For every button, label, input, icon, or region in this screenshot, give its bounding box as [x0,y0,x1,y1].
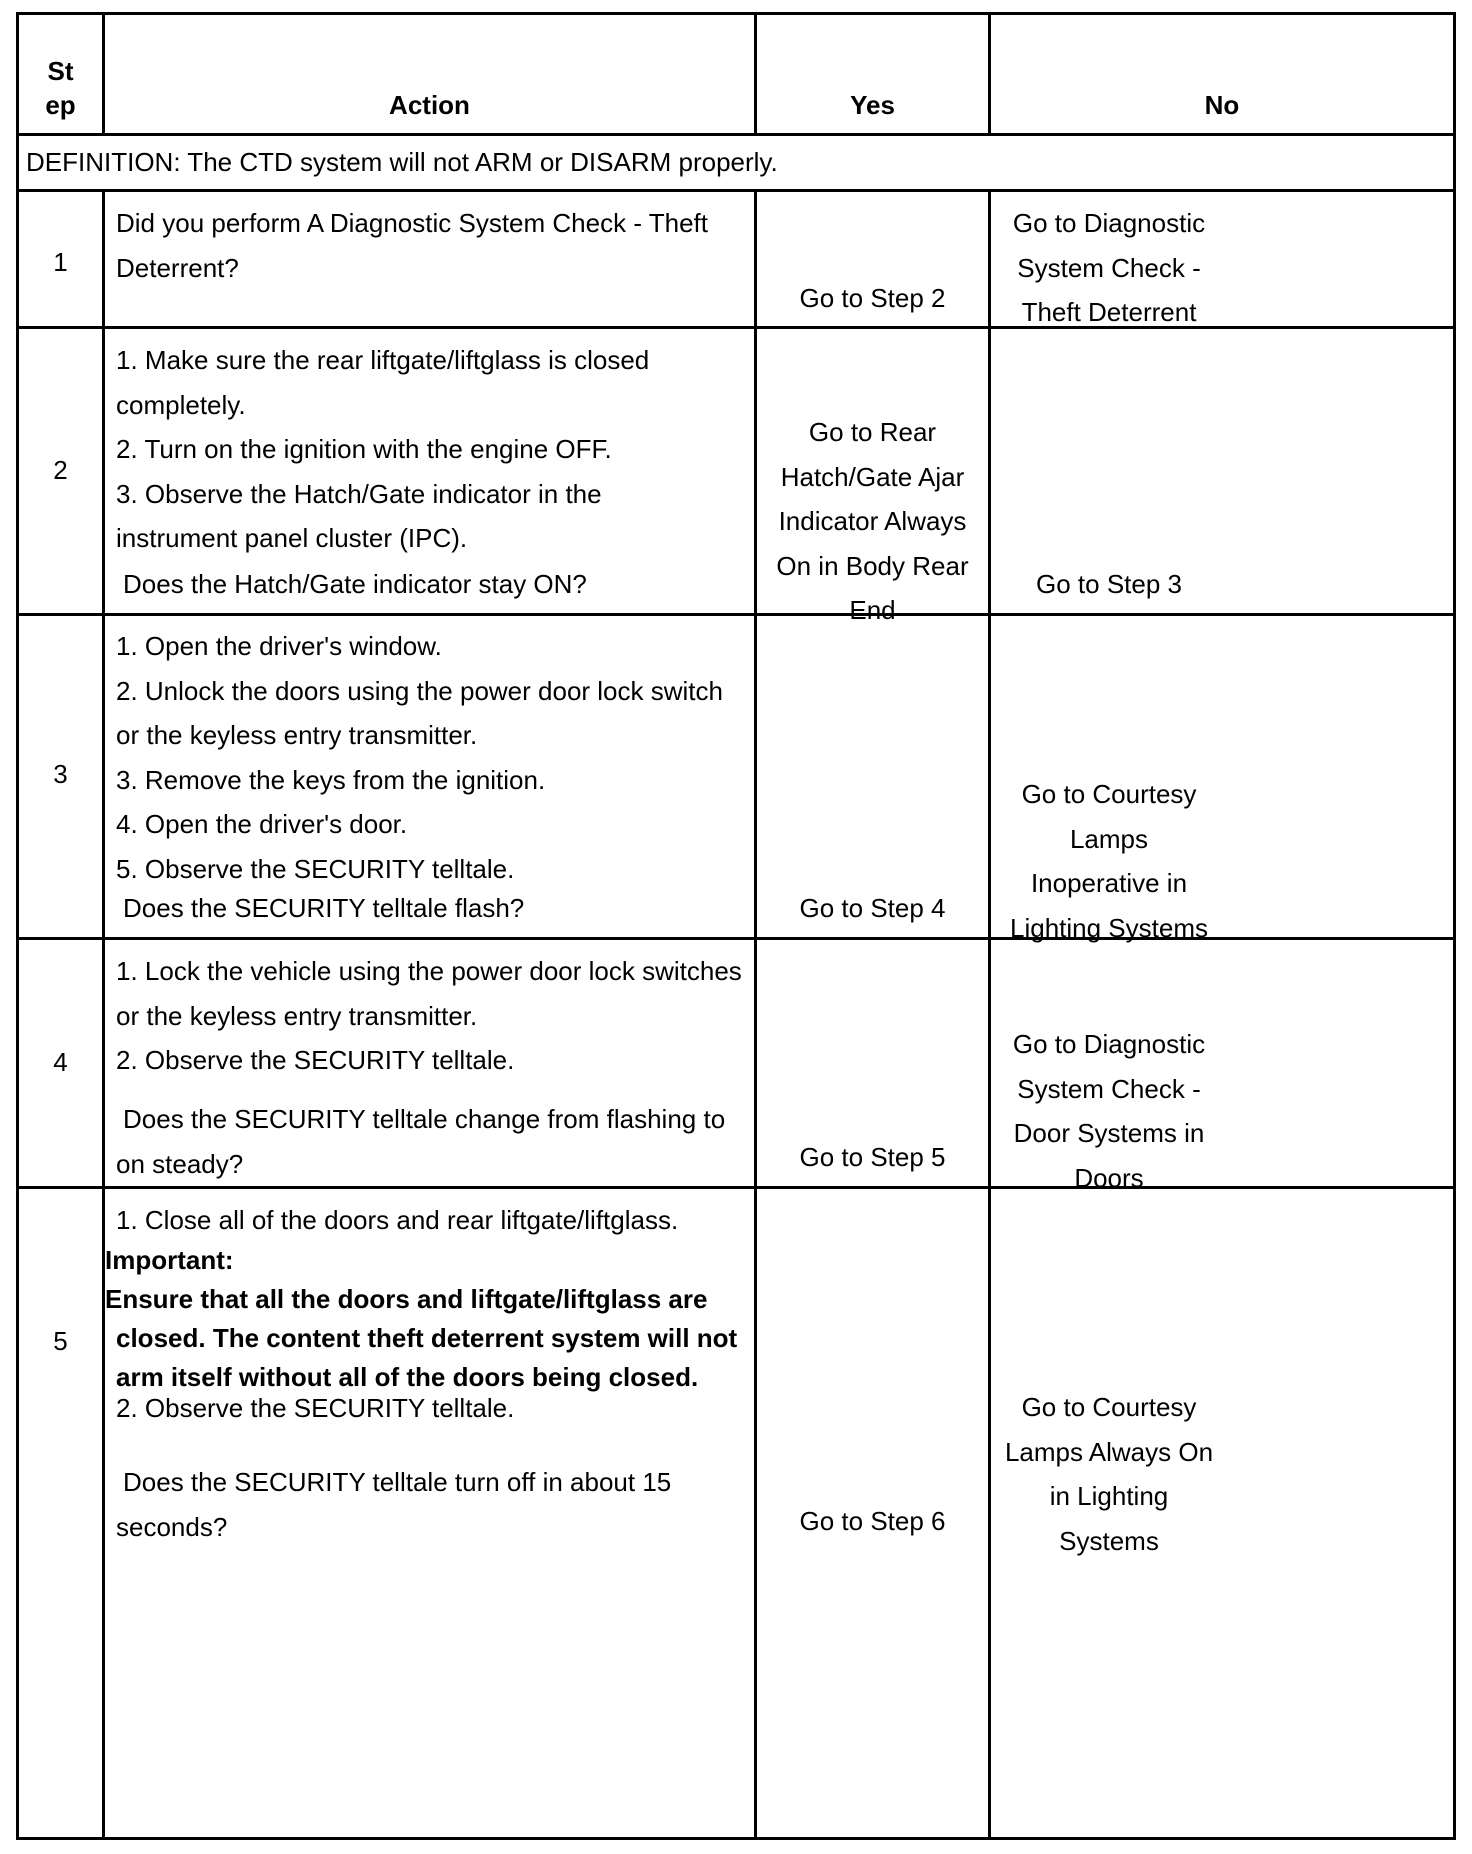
question-text [116,1460,671,1549]
action-line: 2. Observe the SECURITY telltale. [116,1045,515,1075]
no-line: System Check - [1017,252,1201,283]
action-line: 1. Make sure the rear liftgate/liftglass is closed [116,345,650,375]
question-text: Does the Hatch/Gate indicator stay ON? [123,569,587,599]
col-divider [988,189,991,1840]
yes-result: Go to Step 5 [799,1142,946,1172]
header-no: No [1204,90,1240,120]
yes-line: End [849,595,896,625]
header-step [16,54,105,122]
important-heading: Important: [105,1245,234,1275]
action-line: or the keyless entry transmitter. [116,1000,478,1031]
action-text: 1. Close all of the doors and rear liftgate/liftglass. [116,1205,679,1235]
header-step-line: ep [45,90,76,120]
no-line: Go to Courtesy [1021,1392,1197,1422]
question-text [116,1097,725,1186]
action-line: 3. Remove the keys from the ignition. [116,764,546,795]
definition-text: DEFINITION: The CTD system will not ARM or DISARM properly. [26,147,778,177]
header-yes: Yes [850,90,895,120]
row-divider [16,133,1456,136]
yes-line: On in Body Rear [776,550,969,581]
no-line: Theft Deterrent [1021,297,1197,327]
action-line: 5. Observe the SECURITY telltale. [116,853,515,884]
step-number: 2 [53,455,68,485]
yes-result: Go to Step 6 [799,1506,946,1536]
question-text: Does the SECURITY telltale flash? [123,893,525,923]
important-line: closed. The content theft deterrent system will not [116,1323,738,1353]
table-border-right [1453,12,1456,1840]
action-line: or the keyless entry transmitter. [116,720,478,750]
action-line: completely. [116,389,246,420]
no-line: Inoperative in [1030,868,1188,898]
action-line: Deterrent? [116,252,239,283]
no-line: in Lighting [1049,1481,1169,1511]
no-line: Lamps [1069,823,1149,854]
question-line: Does the SECURITY telltale turn off in about 15 [123,1467,672,1497]
row-divider [16,189,1456,192]
action-line: 1. Open the driver's window. [116,631,442,661]
action-text: 2. Observe the SECURITY telltale. [116,1393,515,1423]
action-line: 3. Observe the Hatch/Gate indicator in the [116,478,602,509]
no-line: Lamps Always On [1004,1436,1214,1467]
no-line: Door Systems in [1013,1118,1205,1148]
important-line: Ensure that all the doors and liftgate/liftglass are [105,1284,708,1314]
step-number: 4 [53,1047,68,1077]
important-note [105,1241,737,1397]
no-line: Go to Courtesy [1021,779,1197,809]
yes-result [757,410,988,633]
row-divider [16,937,1456,940]
no-result: Go to Step 3 [1036,569,1182,599]
action-text [116,201,708,290]
action-text [116,624,723,891]
question-line: seconds? [116,1511,228,1542]
no-result [991,772,1227,950]
diagnostic-table [16,12,1456,1840]
action-line: 2. Turn on the ignition with the engine OFF. [116,434,612,464]
action-text [116,949,742,1083]
question-line: Does the SECURITY telltale change from flashing to [123,1104,726,1134]
row-divider [16,326,1456,329]
yes-line: Indicator Always [778,506,967,536]
important-line: arm itself without all of the doors being closed. [116,1362,699,1392]
action-line: 2. Unlock the doors using the power door lock switch [116,675,723,706]
table-border-top [16,12,1456,15]
no-result [991,1022,1227,1200]
table-border-bottom [16,1837,1456,1840]
yes-result: Go to Step 4 [799,893,946,923]
step-number: 3 [53,759,68,789]
yes-line: Go to Rear [808,417,937,447]
yes-result: Go to Step 2 [799,283,946,313]
action-line: 1. Lock the vehicle using the power door lock switches [116,956,742,986]
step-number: 1 [53,247,68,277]
header-step-line: St [47,56,74,86]
col-divider [102,189,105,1840]
action-line: 4. Open the driver's door. [116,809,408,839]
no-line: Go to Diagnostic [1012,1029,1206,1059]
action-line: instrument panel cluster (IPC). [116,523,468,553]
no-line: Lighting Systems [1010,912,1208,943]
no-line: Go to Diagnostic [1012,208,1206,238]
yes-line: Hatch/Gate Ajar [780,461,965,492]
action-line: Did you perform A Diagnostic System Check - Theft [116,208,708,238]
table-border-left [16,12,19,1840]
row-divider [16,1186,1456,1189]
no-result [991,201,1227,335]
row-divider [16,613,1456,616]
step-number: 5 [53,1326,68,1356]
no-result [991,1385,1227,1563]
action-text [116,338,649,561]
question-line: on steady? [116,1148,244,1179]
no-line: Systems [1059,1525,1159,1556]
no-line: Doors [1074,1162,1144,1193]
no-line: System Check - [1017,1073,1201,1104]
header-action: Action [389,90,470,120]
